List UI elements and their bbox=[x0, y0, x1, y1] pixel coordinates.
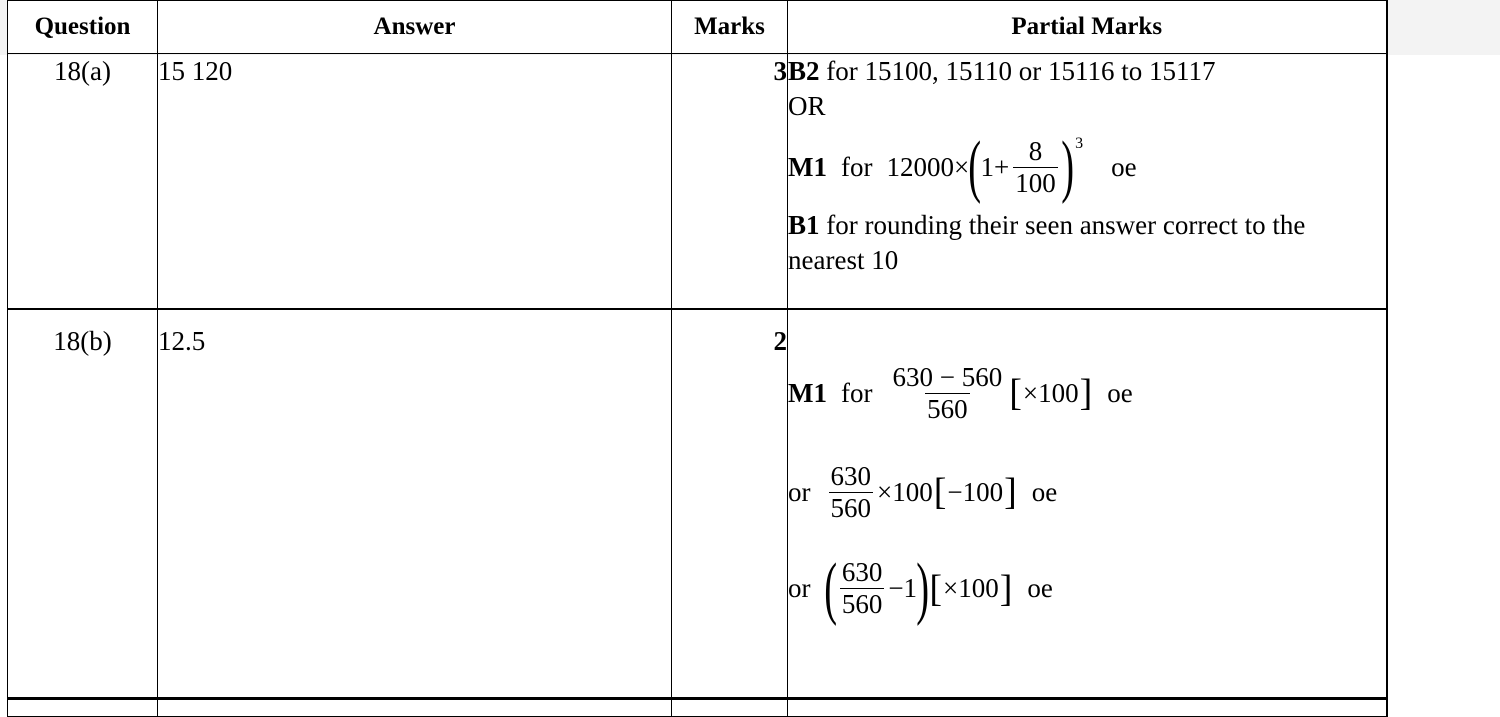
fraction: $\frac{8}{100}$ bbox=[1015, 135, 1056, 198]
marks-cell bbox=[672, 699, 788, 717]
header-row bbox=[8, 1, 1387, 54]
answer-cell bbox=[158, 699, 672, 717]
fraction: $\frac{630}{560}$ bbox=[841, 557, 883, 620]
answer-cell: 12.5 bbox=[158, 309, 672, 699]
table-row bbox=[8, 699, 1387, 717]
table-row bbox=[8, 54, 1387, 309]
marks-cell: 2 bbox=[672, 309, 788, 699]
partial-marks-header: Partial Marks bbox=[788, 1, 1387, 54]
marks-header: Marks bbox=[672, 1, 788, 54]
question-cell: 18(b) bbox=[8, 309, 158, 699]
table-row bbox=[8, 309, 1387, 699]
partial-marks-cell bbox=[788, 309, 1387, 699]
or-line: OR bbox=[788, 91, 826, 122]
b2-line: B2 for 15100, 15110 or 15116 to 15117 bbox=[788, 56, 1216, 86]
partial-marks-cell bbox=[788, 54, 1387, 309]
fraction: $\frac{630 - 560}{560}$ bbox=[892, 361, 1003, 424]
alt-method-1-line: or $\frac{630}{560}$ ×100 [ −100 ] oe bbox=[788, 460, 1058, 523]
question-header: Question bbox=[8, 1, 158, 54]
marks-cell: 3 bbox=[672, 54, 788, 309]
question-cell bbox=[8, 699, 158, 717]
m1-line: M1 for $\frac{630 - 560}{560}$ [ ×100 ] oe bbox=[788, 361, 1133, 424]
fraction: $\frac{630}{560}$ bbox=[830, 460, 871, 523]
answer-header: Answer bbox=[158, 1, 672, 54]
partial-marks-cell bbox=[788, 699, 1387, 717]
question-cell: 18(a) bbox=[8, 54, 158, 309]
answer-cell: 15 120 bbox=[158, 54, 672, 309]
mark-scheme-table bbox=[7, 0, 1388, 717]
b1-line: B1 for rounding their seen answer correct to the nearest 10 bbox=[788, 210, 1306, 276]
m1-line: M1 for 12000× ( 1+ $\frac{8}{100}$ ) 3 oe bbox=[788, 128, 1137, 206]
alt-method-2-line: or ( $\frac{630}{560}$ −1 ) [ ×100 ] oe bbox=[788, 549, 1053, 627]
